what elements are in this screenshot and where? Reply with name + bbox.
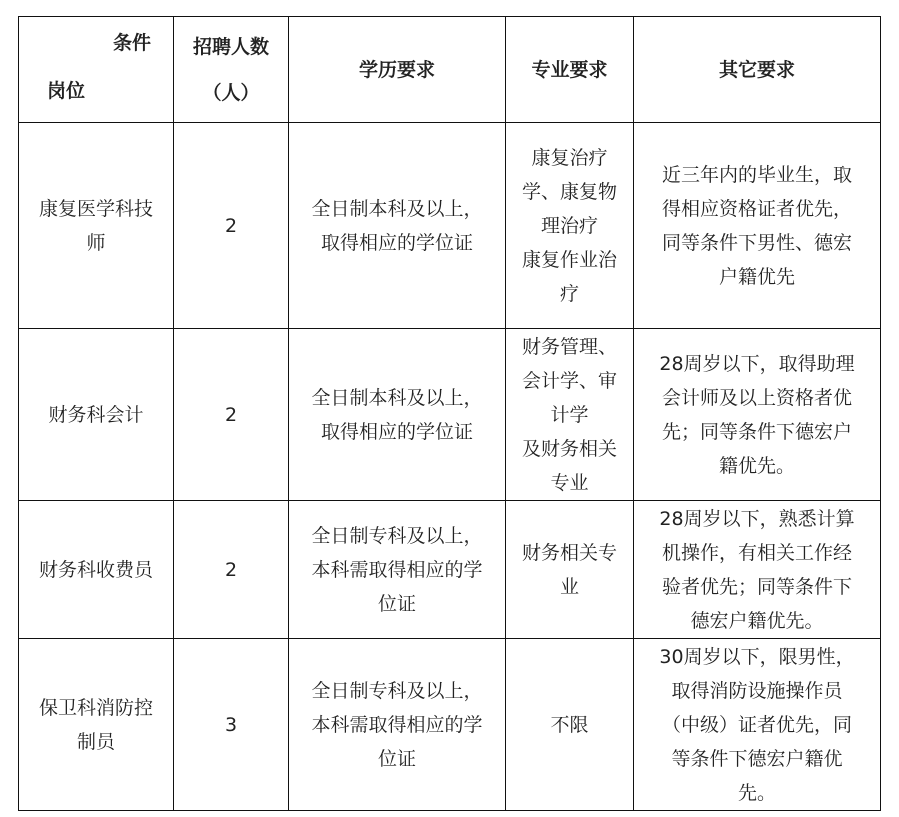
other-cell	[634, 123, 881, 329]
other-cell-line: 28周岁以下，取得助理	[659, 352, 855, 375]
other-cell	[634, 639, 881, 811]
count-header	[174, 17, 289, 123]
education-cell-line: 位证	[377, 592, 416, 615]
position-cell-line: 康复医学科技	[38, 197, 153, 220]
other-cell	[634, 329, 881, 501]
table-row	[19, 639, 881, 811]
count-cell	[174, 123, 289, 329]
education-cell-line: 全日制本科及以上，	[311, 197, 483, 220]
other-cell-line: 先。	[737, 781, 776, 804]
major-cell	[506, 329, 634, 501]
condition-header: 条件	[112, 31, 151, 54]
major-cell	[506, 639, 634, 811]
count-header-line1: 招聘人数	[192, 35, 269, 58]
count-cell-line: 2	[224, 558, 238, 581]
position-cell	[19, 329, 174, 501]
other-cell-line: 机操作，有相关工作经	[661, 541, 852, 564]
major-cell-line: 学、康复物	[521, 180, 617, 203]
education-header: 学历要求	[289, 17, 506, 123]
count-cell	[174, 329, 289, 501]
header-row	[19, 17, 881, 123]
education-cell-line: 位证	[377, 747, 416, 770]
other-cell-line: 先；同等条件下德宏户	[661, 420, 852, 443]
education-cell-line: 全日制本科及以上，	[311, 386, 483, 409]
other-cell-line: 等条件下德宏户籍优	[671, 747, 843, 770]
position-cell-line: 财务科会计	[48, 403, 144, 426]
count-cell-line: 2	[224, 214, 238, 237]
education-cell-line: 取得相应的学位证	[320, 231, 473, 254]
major-cell-line: 业	[559, 575, 579, 598]
other-cell-line: 户籍优先	[718, 265, 795, 288]
major-cell-line: 不限	[550, 713, 589, 736]
recruitment-table	[18, 16, 881, 811]
table-row	[19, 123, 881, 329]
other-cell-line: 30周岁以下，限男性，	[659, 645, 855, 668]
major-cell-line: 财务相关专	[521, 541, 617, 564]
education-cell	[289, 639, 506, 811]
position-cell-line: 制员	[76, 730, 115, 753]
count-cell-line: 2	[224, 403, 238, 426]
major-cell-line: 康复作业治	[521, 248, 617, 271]
corner-header-cell	[19, 17, 174, 123]
other-header: 其它要求	[634, 17, 881, 123]
major-cell-line: 疗	[559, 282, 579, 305]
other-cell-line: 取得消防设施操作员	[671, 679, 843, 702]
position-cell-line: 保卫科消防控	[38, 696, 153, 719]
position-cell-line: 师	[86, 231, 106, 254]
other-cell-line: 验者优先；同等条件下	[661, 575, 852, 598]
count-cell	[174, 639, 289, 811]
major-cell-line: 理治疗	[540, 214, 598, 237]
position-cell	[19, 123, 174, 329]
major-cell-line: 财务管理、	[521, 335, 617, 358]
other-cell-line: 28周岁以下，熟悉计算	[659, 507, 855, 530]
education-cell	[289, 123, 506, 329]
other-cell-line: 德宏户籍优先。	[690, 609, 824, 632]
other-cell-line: 近三年内的毕业生，取	[661, 163, 852, 186]
other-cell-line: 会计师及以上资格者优	[661, 386, 852, 409]
position-header: 岗位	[47, 79, 86, 102]
other-cell-line: 同等条件下男性、德宏	[661, 231, 852, 254]
position-cell	[19, 639, 174, 811]
other-cell-line: （中级）证者优先，同	[661, 713, 852, 736]
education-cell-line: 取得相应的学位证	[320, 420, 473, 443]
education-cell	[289, 329, 506, 501]
major-cell-line: 会计学、审	[521, 369, 617, 392]
position-cell-line: 财务科收费员	[38, 558, 153, 581]
count-cell	[174, 501, 289, 639]
major-cell	[506, 123, 634, 329]
count-header-line2: （人）	[202, 81, 260, 104]
other-cell-line: 得相应资格证者优先，	[661, 197, 852, 220]
count-cell-line: 3	[224, 713, 238, 736]
education-cell-line: 本科需取得相应的学	[311, 713, 483, 736]
education-cell	[289, 501, 506, 639]
position-cell	[19, 501, 174, 639]
major-cell	[506, 501, 634, 639]
education-cell-line: 全日制专科及以上，	[311, 524, 483, 547]
table-row	[19, 501, 881, 639]
other-cell	[634, 501, 881, 639]
major-header: 专业要求	[506, 17, 634, 123]
major-cell-line: 及财务相关	[521, 437, 617, 460]
major-cell-line: 专业	[550, 471, 589, 494]
other-cell-line: 籍优先。	[718, 454, 795, 477]
education-cell-line: 全日制专科及以上，	[311, 679, 483, 702]
table-row	[19, 329, 881, 501]
major-cell-line: 计学	[550, 403, 589, 426]
education-cell-line: 本科需取得相应的学	[311, 558, 483, 581]
major-cell-line: 康复治疗	[531, 146, 608, 169]
